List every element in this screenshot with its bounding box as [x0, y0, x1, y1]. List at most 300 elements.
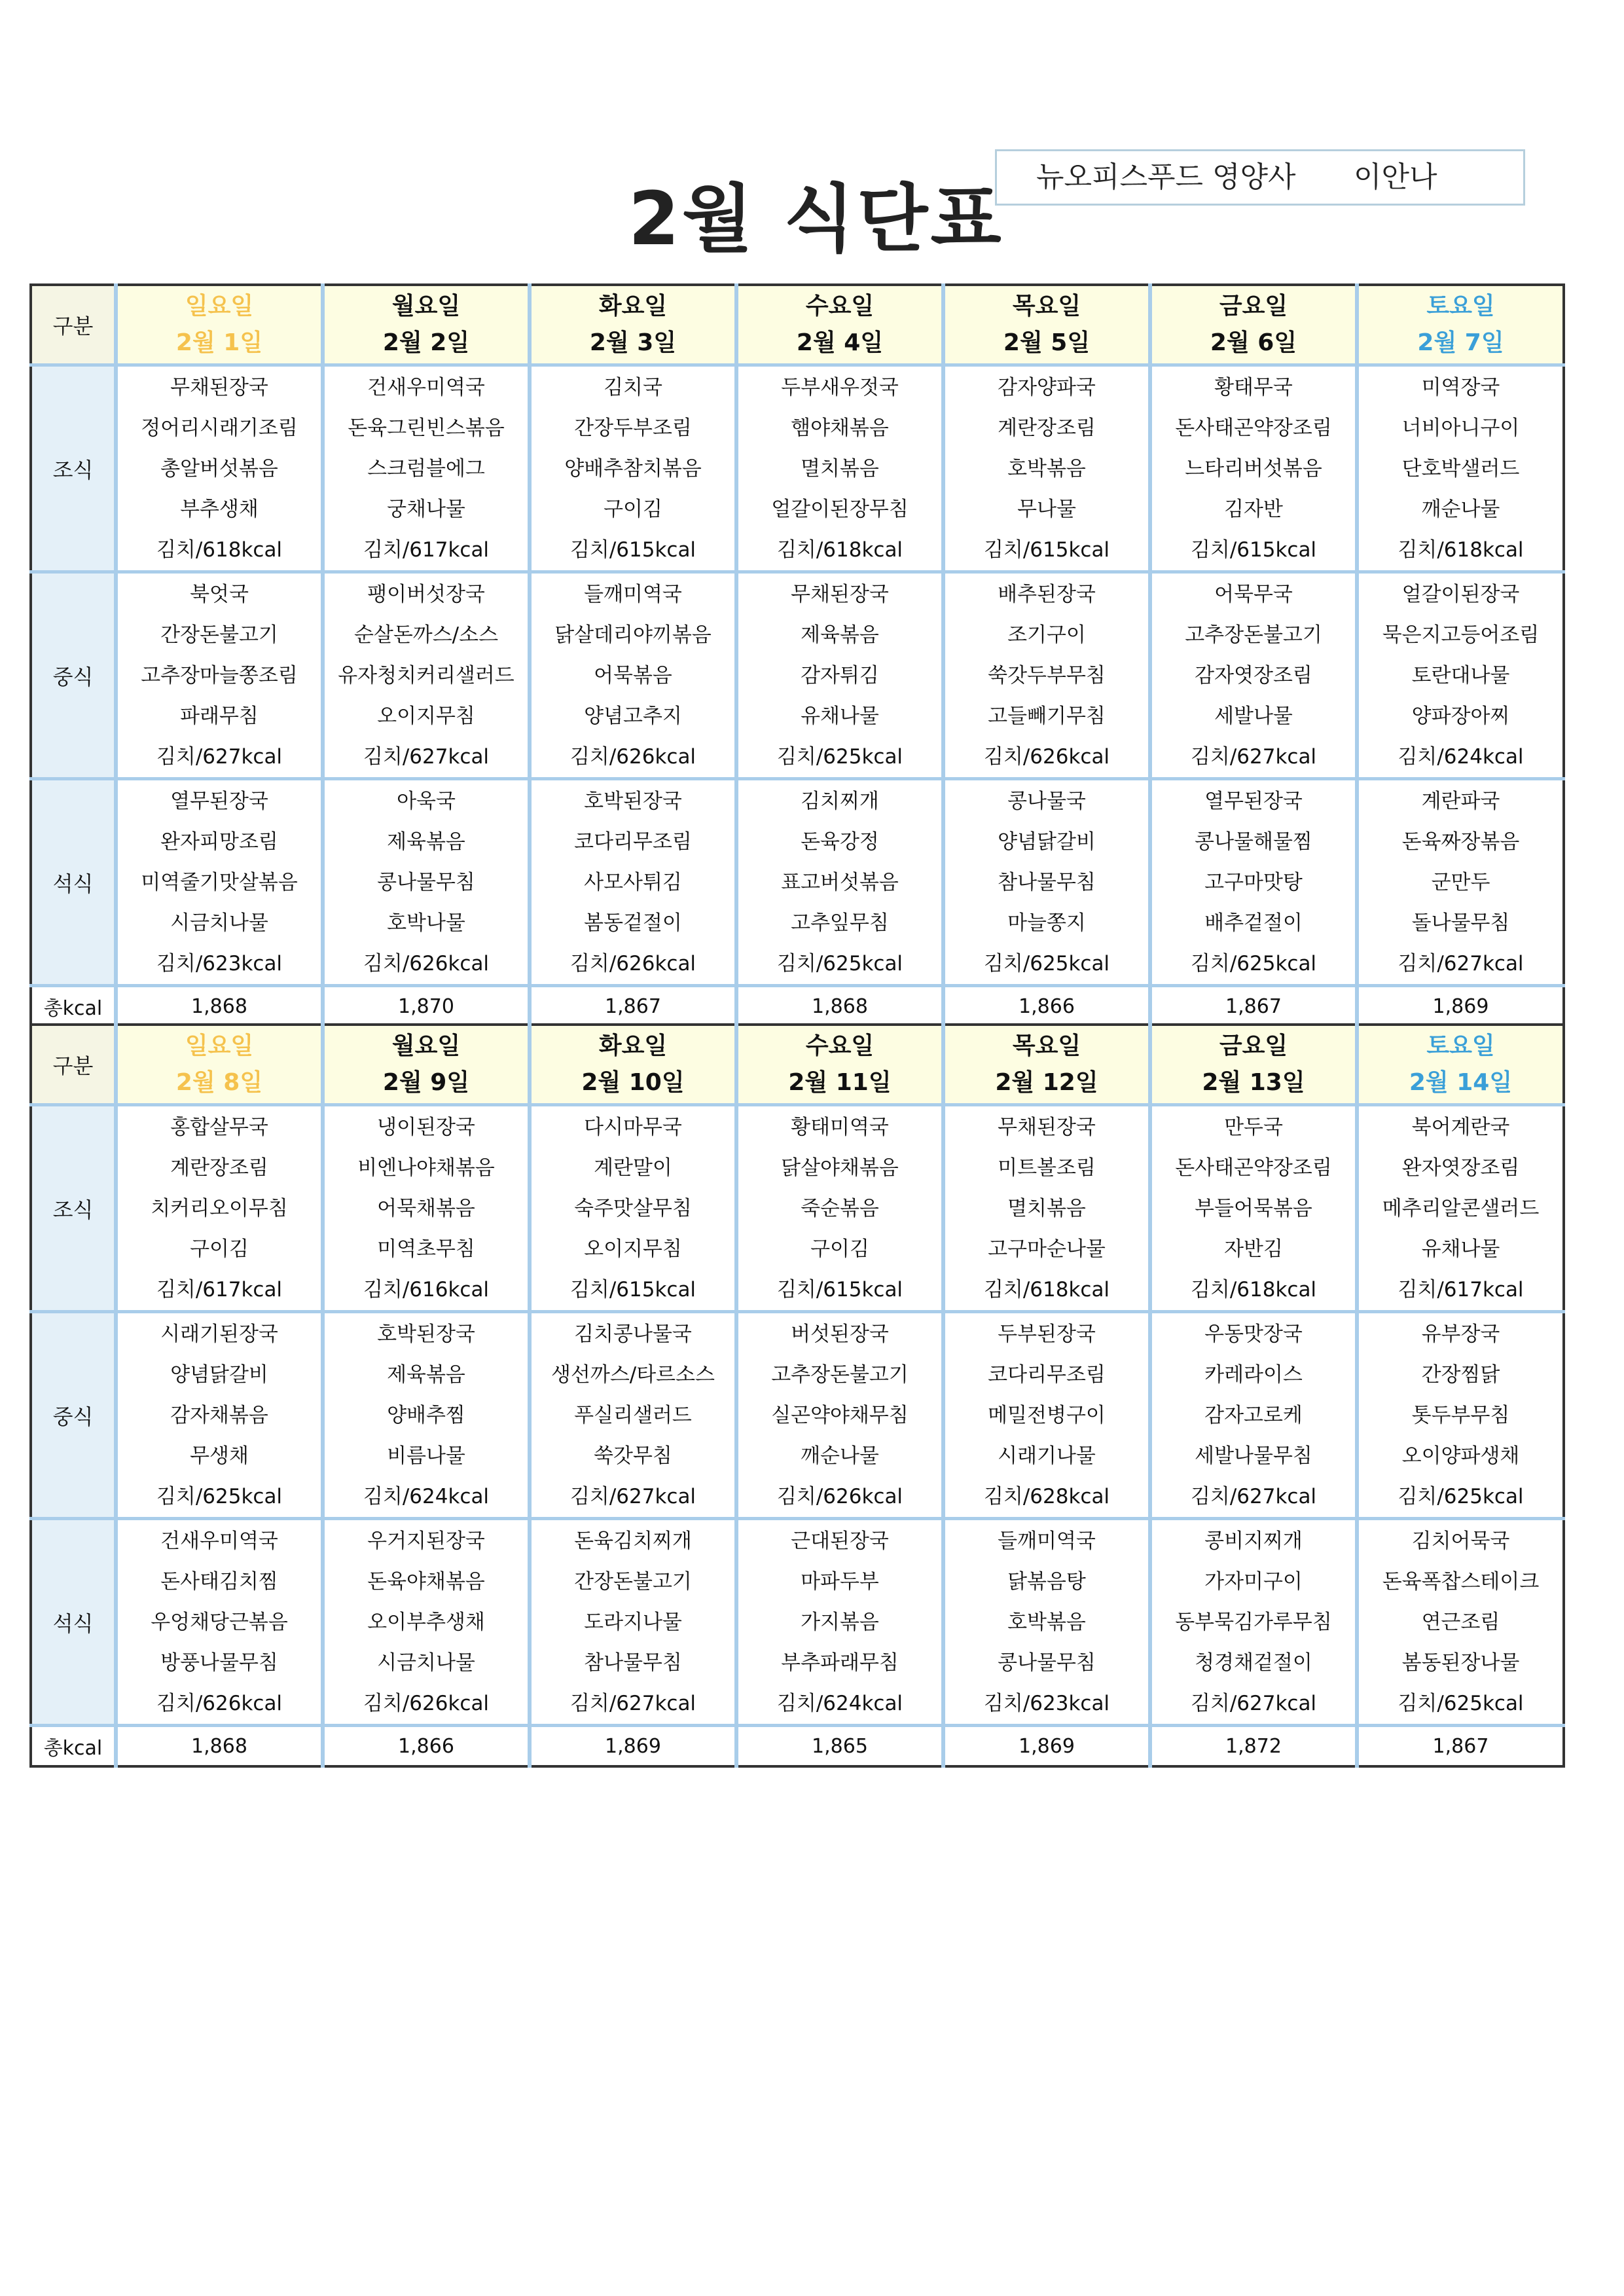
menu-item: 비엔나야채볶음 [357, 1156, 495, 1180]
menu-item: 돈육강정 [801, 829, 879, 854]
menu-cell [1150, 1105, 1357, 1312]
menu-item: 총알버섯볶음 [160, 456, 278, 481]
total-kcal-value: 1,872 [1150, 1726, 1357, 1767]
day-name: 수요일 [805, 293, 875, 319]
menu-cell [943, 365, 1150, 572]
day-date: 2월 13일 [1202, 1069, 1305, 1096]
menu-item: 양념닭갈비 [998, 829, 1096, 854]
lunch-row [31, 572, 1564, 779]
menu-item: 김치/627kcal [569, 1691, 696, 1715]
dinner-label: 석식 [31, 1519, 116, 1726]
menu-item: 봄동된장나물 [1401, 1650, 1520, 1675]
menu-item: 김치/623kcal [156, 951, 283, 975]
menu-item: 순살돈까스/소스 [353, 623, 499, 647]
menu-item: 생선까스/타르소스 [550, 1362, 715, 1387]
menu-cell [323, 1105, 530, 1312]
menu-item: 김치/627kcal [156, 744, 283, 769]
menu-item: 돈사태곤약장조림 [1175, 1156, 1332, 1180]
menu-item: 메밀전병구이 [988, 1403, 1106, 1427]
menu-item: 김치/625kcal [776, 744, 903, 769]
menu-item: 버섯된장국 [791, 1322, 889, 1346]
menu-item: 어묵볶음 [594, 663, 672, 687]
menu-cell [116, 365, 323, 572]
menu-item: 코다리무조림 [988, 1362, 1106, 1387]
menu-cell [116, 1519, 323, 1726]
menu-item: 콩비지찌개 [1204, 1529, 1303, 1553]
day-name: 토요일 [1426, 1032, 1495, 1059]
menu-item: 김치/625kcal [1398, 1484, 1524, 1508]
day-header [116, 285, 323, 365]
day-date: 2월 7일 [1417, 329, 1504, 356]
menu-item: 김치/618kcal [1398, 538, 1524, 562]
menu-item: 북엇국 [190, 582, 249, 606]
menu-item: 만두국 [1224, 1115, 1283, 1139]
day-name: 금요일 [1219, 293, 1288, 319]
menu-item: 김치/624kcal [1398, 744, 1524, 769]
menu-item: 죽순볶음 [801, 1196, 879, 1220]
day-name: 목요일 [1012, 1032, 1081, 1059]
menu-item: 김치/618kcal [776, 538, 903, 562]
menu-cell [116, 1312, 323, 1519]
day-date: 2월 9일 [382, 1069, 470, 1096]
menu-item: 콩나물해물찜 [1195, 829, 1312, 854]
menu-cell [116, 779, 323, 986]
menu-item: 돈사태김치찜 [160, 1569, 278, 1594]
total-kcal-value: 1,868 [116, 986, 323, 1027]
menu-item: 표고버섯볶음 [781, 870, 899, 894]
menu-item: 어묵채볶음 [377, 1196, 475, 1220]
menu-item: 고구마맛탕 [1204, 870, 1303, 894]
week-1-menu-table [29, 283, 1565, 1028]
category-header: 구분 [31, 285, 116, 365]
menu-item: 김치/628kcal [983, 1484, 1110, 1508]
menu-cell [1357, 779, 1564, 986]
menu-cell [943, 1312, 1150, 1519]
menu-item: 제육볶음 [387, 1362, 465, 1387]
day-name: 일요일 [185, 1032, 254, 1059]
total-kcal-value: 1,867 [1150, 986, 1357, 1027]
day-header [1357, 285, 1564, 365]
day-name: 월요일 [391, 293, 461, 319]
menu-item: 아욱국 [397, 789, 456, 813]
menu-item: 구이김 [190, 1237, 249, 1261]
menu-item: 토란대나물 [1411, 663, 1510, 687]
total-kcal-value: 1,869 [943, 1726, 1150, 1767]
menu-item: 유채나물 [801, 704, 879, 728]
menu-cell [116, 572, 323, 779]
day-name: 금요일 [1219, 1032, 1288, 1059]
menu-item: 근대된장국 [791, 1529, 889, 1553]
total-kcal-label: 총kcal [31, 1726, 116, 1767]
menu-item: 참나물무침 [584, 1650, 682, 1675]
menu-item: 호박볶음 [1007, 1610, 1086, 1634]
menu-item: 동부묵김가루무침 [1175, 1610, 1332, 1634]
menu-item: 우엉채당근볶음 [151, 1610, 288, 1634]
lunch-row [31, 1312, 1564, 1519]
menu-item: 마늘쫑지 [1007, 911, 1086, 935]
menu-cell [1357, 1312, 1564, 1519]
menu-item: 쑥갓무침 [594, 1444, 672, 1468]
menu-item: 김치/626kcal [776, 1484, 903, 1508]
dinner-label: 석식 [31, 779, 116, 986]
menu-item: 닭살데리야끼볶음 [554, 623, 712, 647]
menu-cell [530, 1105, 736, 1312]
menu-item: 조기구이 [1007, 623, 1086, 647]
menu-item: 열무된장국 [1204, 789, 1303, 813]
menu-item: 구이김 [604, 497, 662, 521]
menu-item: 김치/625kcal [1398, 1691, 1524, 1715]
menu-item: 감자엿장조림 [1195, 663, 1312, 687]
menu-item: 우동맛장국 [1204, 1322, 1303, 1346]
day-header [323, 1025, 530, 1105]
menu-item: 김치/624kcal [776, 1691, 903, 1715]
menu-item: 멸치볶음 [1007, 1196, 1086, 1220]
day-date: 2월 4일 [796, 329, 884, 356]
menu-item: 돈육폭찹스테이크 [1382, 1569, 1540, 1594]
menu-item: 가지볶음 [801, 1610, 879, 1634]
menu-item: 시래기나물 [998, 1444, 1096, 1468]
menu-item: 김치/627kcal [1398, 951, 1524, 975]
day-name: 화요일 [598, 293, 668, 319]
menu-item: 콩나물국 [1007, 789, 1086, 813]
menu-cell [323, 572, 530, 779]
menu-item: 김치/617kcal [1398, 1277, 1524, 1302]
menu-item: 부추생채 [180, 497, 259, 521]
menu-item: 숙주맛살무침 [574, 1196, 692, 1220]
menu-item: 돌나물무침 [1411, 911, 1510, 935]
menu-item: 양파장아찌 [1411, 704, 1510, 728]
menu-item: 오이지무침 [377, 704, 475, 728]
page-title: 2월 식단표 [628, 177, 1004, 262]
menu-item: 오이지무침 [584, 1237, 682, 1261]
menu-item: 호박된장국 [377, 1322, 475, 1346]
menu-cell [1150, 365, 1357, 572]
menu-cell [323, 365, 530, 572]
menu-item: 김치/627kcal [1190, 1484, 1317, 1508]
menu-item: 홍합살무국 [170, 1115, 268, 1139]
menu-item: 감자고로케 [1204, 1403, 1303, 1427]
menu-item: 오이양파생채 [1401, 1444, 1520, 1468]
day-header [1150, 1025, 1357, 1105]
day-header [943, 1025, 1150, 1105]
menu-item: 햄야채볶음 [791, 416, 889, 440]
menu-cell [530, 572, 736, 779]
breakfast-row [31, 1105, 1564, 1312]
menu-item: 군만두 [1431, 870, 1490, 894]
menu-item: 양배추참치볶음 [564, 456, 702, 481]
menu-item: 김치/615kcal [1190, 538, 1317, 562]
menu-item: 코다리무조림 [574, 829, 692, 854]
menu-item: 제육볶음 [801, 623, 879, 647]
menu-cell [1357, 1105, 1564, 1312]
menu-item: 방풍나물무침 [160, 1650, 278, 1675]
menu-item: 비름나물 [387, 1444, 465, 1468]
day-date: 2월 3일 [589, 329, 677, 356]
menu-item: 호박볶음 [1007, 456, 1086, 481]
day-date: 2월 6일 [1210, 329, 1297, 356]
menu-item: 고추장돈불고기 [771, 1362, 909, 1387]
menu-item: 김치/616kcal [363, 1277, 490, 1302]
menu-item: 다시마무국 [584, 1115, 682, 1139]
menu-item: 계란파국 [1421, 789, 1500, 813]
menu-item: 김치어묵국 [1411, 1529, 1510, 1553]
day-name: 수요일 [805, 1032, 875, 1059]
menu-cell [1150, 572, 1357, 779]
menu-item: 황태무국 [1214, 375, 1293, 399]
total-kcal-label: 총kcal [31, 986, 116, 1027]
menu-cell [736, 1312, 943, 1519]
menu-item: 치커리오이무침 [151, 1196, 288, 1220]
menu-item: 황태미역국 [791, 1115, 889, 1139]
menu-item: 건새우미역국 [160, 1529, 278, 1553]
menu-item: 쑥갓두부무침 [988, 663, 1106, 687]
dinner-row [31, 779, 1564, 986]
menu-cell [736, 572, 943, 779]
menu-item: 시래기된장국 [160, 1322, 278, 1346]
menu-item: 김자반 [1224, 497, 1283, 521]
menu-cell [943, 779, 1150, 986]
menu-cell [1150, 1519, 1357, 1726]
menu-item: 들깨미역국 [584, 582, 682, 606]
day-date: 2월 8일 [175, 1069, 263, 1096]
menu-cell [323, 1519, 530, 1726]
total-kcal-value: 1,868 [116, 1726, 323, 1767]
menu-cell [736, 1105, 943, 1312]
menu-item: 미트볼조림 [998, 1156, 1096, 1180]
menu-item: 유부장국 [1421, 1322, 1500, 1346]
menu-item: 김치/624kcal [363, 1484, 490, 1508]
day-header [323, 285, 530, 365]
menu-item: 우거지된장국 [367, 1529, 485, 1553]
dietitian-name: 이안나 [1354, 160, 1437, 194]
menu-item: 연근조림 [1421, 1610, 1500, 1634]
menu-item: 김치/627kcal [363, 744, 490, 769]
menu-item: 깨순나물 [801, 1444, 879, 1468]
total-kcal-value: 1,866 [323, 1726, 530, 1767]
menu-cell [323, 1312, 530, 1519]
menu-item: 스크럼블에그 [367, 456, 485, 481]
lunch-label: 중식 [31, 572, 116, 779]
total-kcal-value: 1,866 [943, 986, 1150, 1027]
menu-item: 오이부추생채 [367, 1610, 485, 1634]
menu-item: 파래무침 [180, 704, 259, 728]
day-header [1357, 1025, 1564, 1105]
menu-item: 돈사태곤약장조림 [1175, 416, 1332, 440]
day-header [736, 285, 943, 365]
menu-item: 무채된장국 [998, 1115, 1096, 1139]
menu-item: 마파두부 [801, 1569, 879, 1594]
day-header [530, 285, 736, 365]
menu-item: 제육볶음 [387, 829, 465, 854]
menu-item: 콩나물무침 [377, 870, 475, 894]
breakfast-label: 조식 [31, 1105, 116, 1312]
menu-item: 톳두부무침 [1411, 1403, 1510, 1427]
menu-item: 닭볶음탕 [1007, 1569, 1086, 1594]
menu-item: 감자양파국 [998, 375, 1096, 399]
menu-item: 호박된장국 [584, 789, 682, 813]
dinner-row [31, 1519, 1564, 1726]
menu-item: 멸치볶음 [801, 456, 879, 481]
menu-cell [530, 1312, 736, 1519]
day-name: 월요일 [391, 1032, 461, 1059]
menu-item: 김치/618kcal [1190, 1277, 1317, 1302]
menu-item: 가자미구이 [1204, 1569, 1303, 1594]
menu-cell [1150, 1312, 1357, 1519]
menu-item: 돈육야채볶음 [367, 1569, 485, 1594]
total-kcal-value: 1,865 [736, 1726, 943, 1767]
menu-item: 고들빼기무침 [988, 704, 1106, 728]
menu-cell [736, 779, 943, 986]
menu-item: 김치/618kcal [983, 1277, 1110, 1302]
menu-item: 미역장국 [1421, 375, 1500, 399]
menu-item: 김치/626kcal [156, 1691, 283, 1715]
menu-item: 부추파래무침 [781, 1650, 899, 1675]
menu-item: 간장찜닭 [1421, 1362, 1500, 1387]
menu-item: 북어계란국 [1411, 1115, 1510, 1139]
menu-item: 궁채나물 [387, 497, 465, 521]
menu-item: 세발나물무침 [1195, 1444, 1312, 1468]
day-date: 2월 11일 [788, 1069, 892, 1096]
total-kcal-value: 1,867 [1357, 1726, 1564, 1767]
menu-item: 호박나물 [387, 911, 465, 935]
menu-cell [1150, 779, 1357, 986]
menu-item: 구이김 [810, 1237, 869, 1261]
menu-item: 미역줄기맛살볶음 [141, 870, 298, 894]
menu-item: 무나물 [1017, 497, 1076, 521]
menu-item: 너비아니구이 [1401, 416, 1520, 440]
menu-item: 고추잎무침 [791, 911, 889, 935]
day-name: 토요일 [1426, 293, 1495, 319]
menu-item: 자반김 [1224, 1237, 1283, 1261]
menu-item: 미역초무침 [377, 1237, 475, 1261]
menu-cell [530, 1519, 736, 1726]
menu-cell [530, 779, 736, 986]
menu-item: 무채된장국 [791, 582, 889, 606]
menu-item: 간장돈불고기 [574, 1569, 692, 1594]
menu-item: 김치콩나물국 [574, 1322, 692, 1346]
menu-item: 계란장조림 [170, 1156, 268, 1180]
menu-item: 김치/618kcal [156, 538, 283, 562]
menu-item: 푸실리샐러드 [574, 1403, 692, 1427]
menu-item: 열무된장국 [170, 789, 268, 813]
day-date: 2월 12일 [995, 1069, 1098, 1096]
day-date: 2월 1일 [175, 329, 263, 356]
lunch-label: 중식 [31, 1312, 116, 1519]
menu-item: 돈육김치찌개 [574, 1529, 692, 1553]
menu-item: 배추겉절이 [1204, 911, 1303, 935]
menu-item: 김치/626kcal [983, 744, 1110, 769]
menu-item: 묵은지고등어조림 [1382, 623, 1540, 647]
day-name: 화요일 [598, 1032, 668, 1059]
company-dietitian-label: 뉴오피스푸드 영양사 [1036, 160, 1296, 194]
menu-cell [116, 1105, 323, 1312]
menu-cell [943, 1105, 1150, 1312]
menu-item: 김치/615kcal [569, 538, 696, 562]
menu-cell [1357, 365, 1564, 572]
menu-item: 두부된장국 [998, 1322, 1096, 1346]
menu-item: 부들어묵볶음 [1195, 1196, 1312, 1220]
menu-item: 김치/615kcal [983, 538, 1110, 562]
menu-cell [1357, 572, 1564, 779]
menu-item: 유채나물 [1421, 1237, 1500, 1261]
day-header [116, 1025, 323, 1105]
header-row [31, 1025, 1564, 1105]
menu-item: 팽이버섯장국 [367, 582, 485, 606]
total-kcal-value: 1,869 [1357, 986, 1564, 1027]
header-row [31, 285, 1564, 365]
menu-item: 김치찌개 [801, 789, 879, 813]
menu-item: 청경채겉절이 [1195, 1650, 1312, 1675]
menu-item: 김치/617kcal [156, 1277, 283, 1302]
menu-item: 시금치나물 [377, 1650, 475, 1675]
day-header [943, 285, 1150, 365]
menu-cell [736, 1519, 943, 1726]
day-date: 2월 10일 [581, 1069, 685, 1096]
menu-item: 돈육짜장볶음 [1401, 829, 1520, 854]
day-name: 일요일 [185, 293, 254, 319]
total-kcal-row [31, 986, 1564, 1027]
menu-item: 김치/627kcal [1190, 1691, 1317, 1715]
menu-item: 무생채 [190, 1444, 249, 1468]
menu-item: 간장두부조림 [574, 416, 692, 440]
menu-cell [943, 1519, 1150, 1726]
menu-item: 김치/625kcal [156, 1484, 283, 1508]
menu-item: 배추된장국 [998, 582, 1096, 606]
menu-item: 김치/615kcal [776, 1277, 903, 1302]
menu-item: 양념닭갈비 [170, 1362, 268, 1387]
menu-item: 단호박샐러드 [1401, 456, 1520, 481]
total-kcal-value: 1,869 [530, 1726, 736, 1767]
menu-item: 감자채볶음 [170, 1403, 268, 1427]
menu-item: 김치/626kcal [569, 951, 696, 975]
day-date: 2월 5일 [1003, 329, 1091, 356]
menu-cell [736, 365, 943, 572]
menu-item: 사모사튀김 [584, 870, 682, 894]
menu-item: 감자튀김 [801, 663, 879, 687]
menu-item: 김치/626kcal [363, 1691, 490, 1715]
breakfast-label: 조식 [31, 365, 116, 572]
menu-item: 깨순나물 [1421, 497, 1500, 521]
menu-item: 정어리시래기조림 [141, 416, 298, 440]
menu-item: 김치/627kcal [1190, 744, 1317, 769]
menu-item: 김치국 [604, 375, 662, 399]
breakfast-row [31, 365, 1564, 572]
week-2-menu-table [29, 1023, 1565, 1768]
menu-item: 얼갈이된장국 [1401, 582, 1520, 606]
day-header [736, 1025, 943, 1105]
menu-item: 닭살야채볶음 [781, 1156, 899, 1180]
menu-item: 세발나물 [1214, 704, 1293, 728]
total-kcal-row [31, 1726, 1564, 1767]
menu-item: 봄동겉절이 [584, 911, 682, 935]
menu-item: 김치/626kcal [569, 744, 696, 769]
menu-item: 두부새우젓국 [781, 375, 899, 399]
menu-item: 양배추찜 [387, 1403, 465, 1427]
day-date: 2월 2일 [382, 329, 470, 356]
day-header [530, 1025, 736, 1105]
menu-item: 유자청치커리샐러드 [338, 663, 514, 687]
menu-item: 고추장돈불고기 [1185, 623, 1322, 647]
menu-item: 어묵무국 [1214, 582, 1293, 606]
total-kcal-value: 1,868 [736, 986, 943, 1027]
menu-item: 김치/626kcal [363, 951, 490, 975]
menu-item: 완자피망조림 [160, 829, 278, 854]
day-header [1150, 285, 1357, 365]
dietitian-signature-box [995, 149, 1525, 206]
menu-item: 느타리버섯볶음 [1185, 456, 1322, 481]
day-date: 2월 14일 [1409, 1069, 1513, 1096]
category-header: 구분 [31, 1025, 116, 1105]
